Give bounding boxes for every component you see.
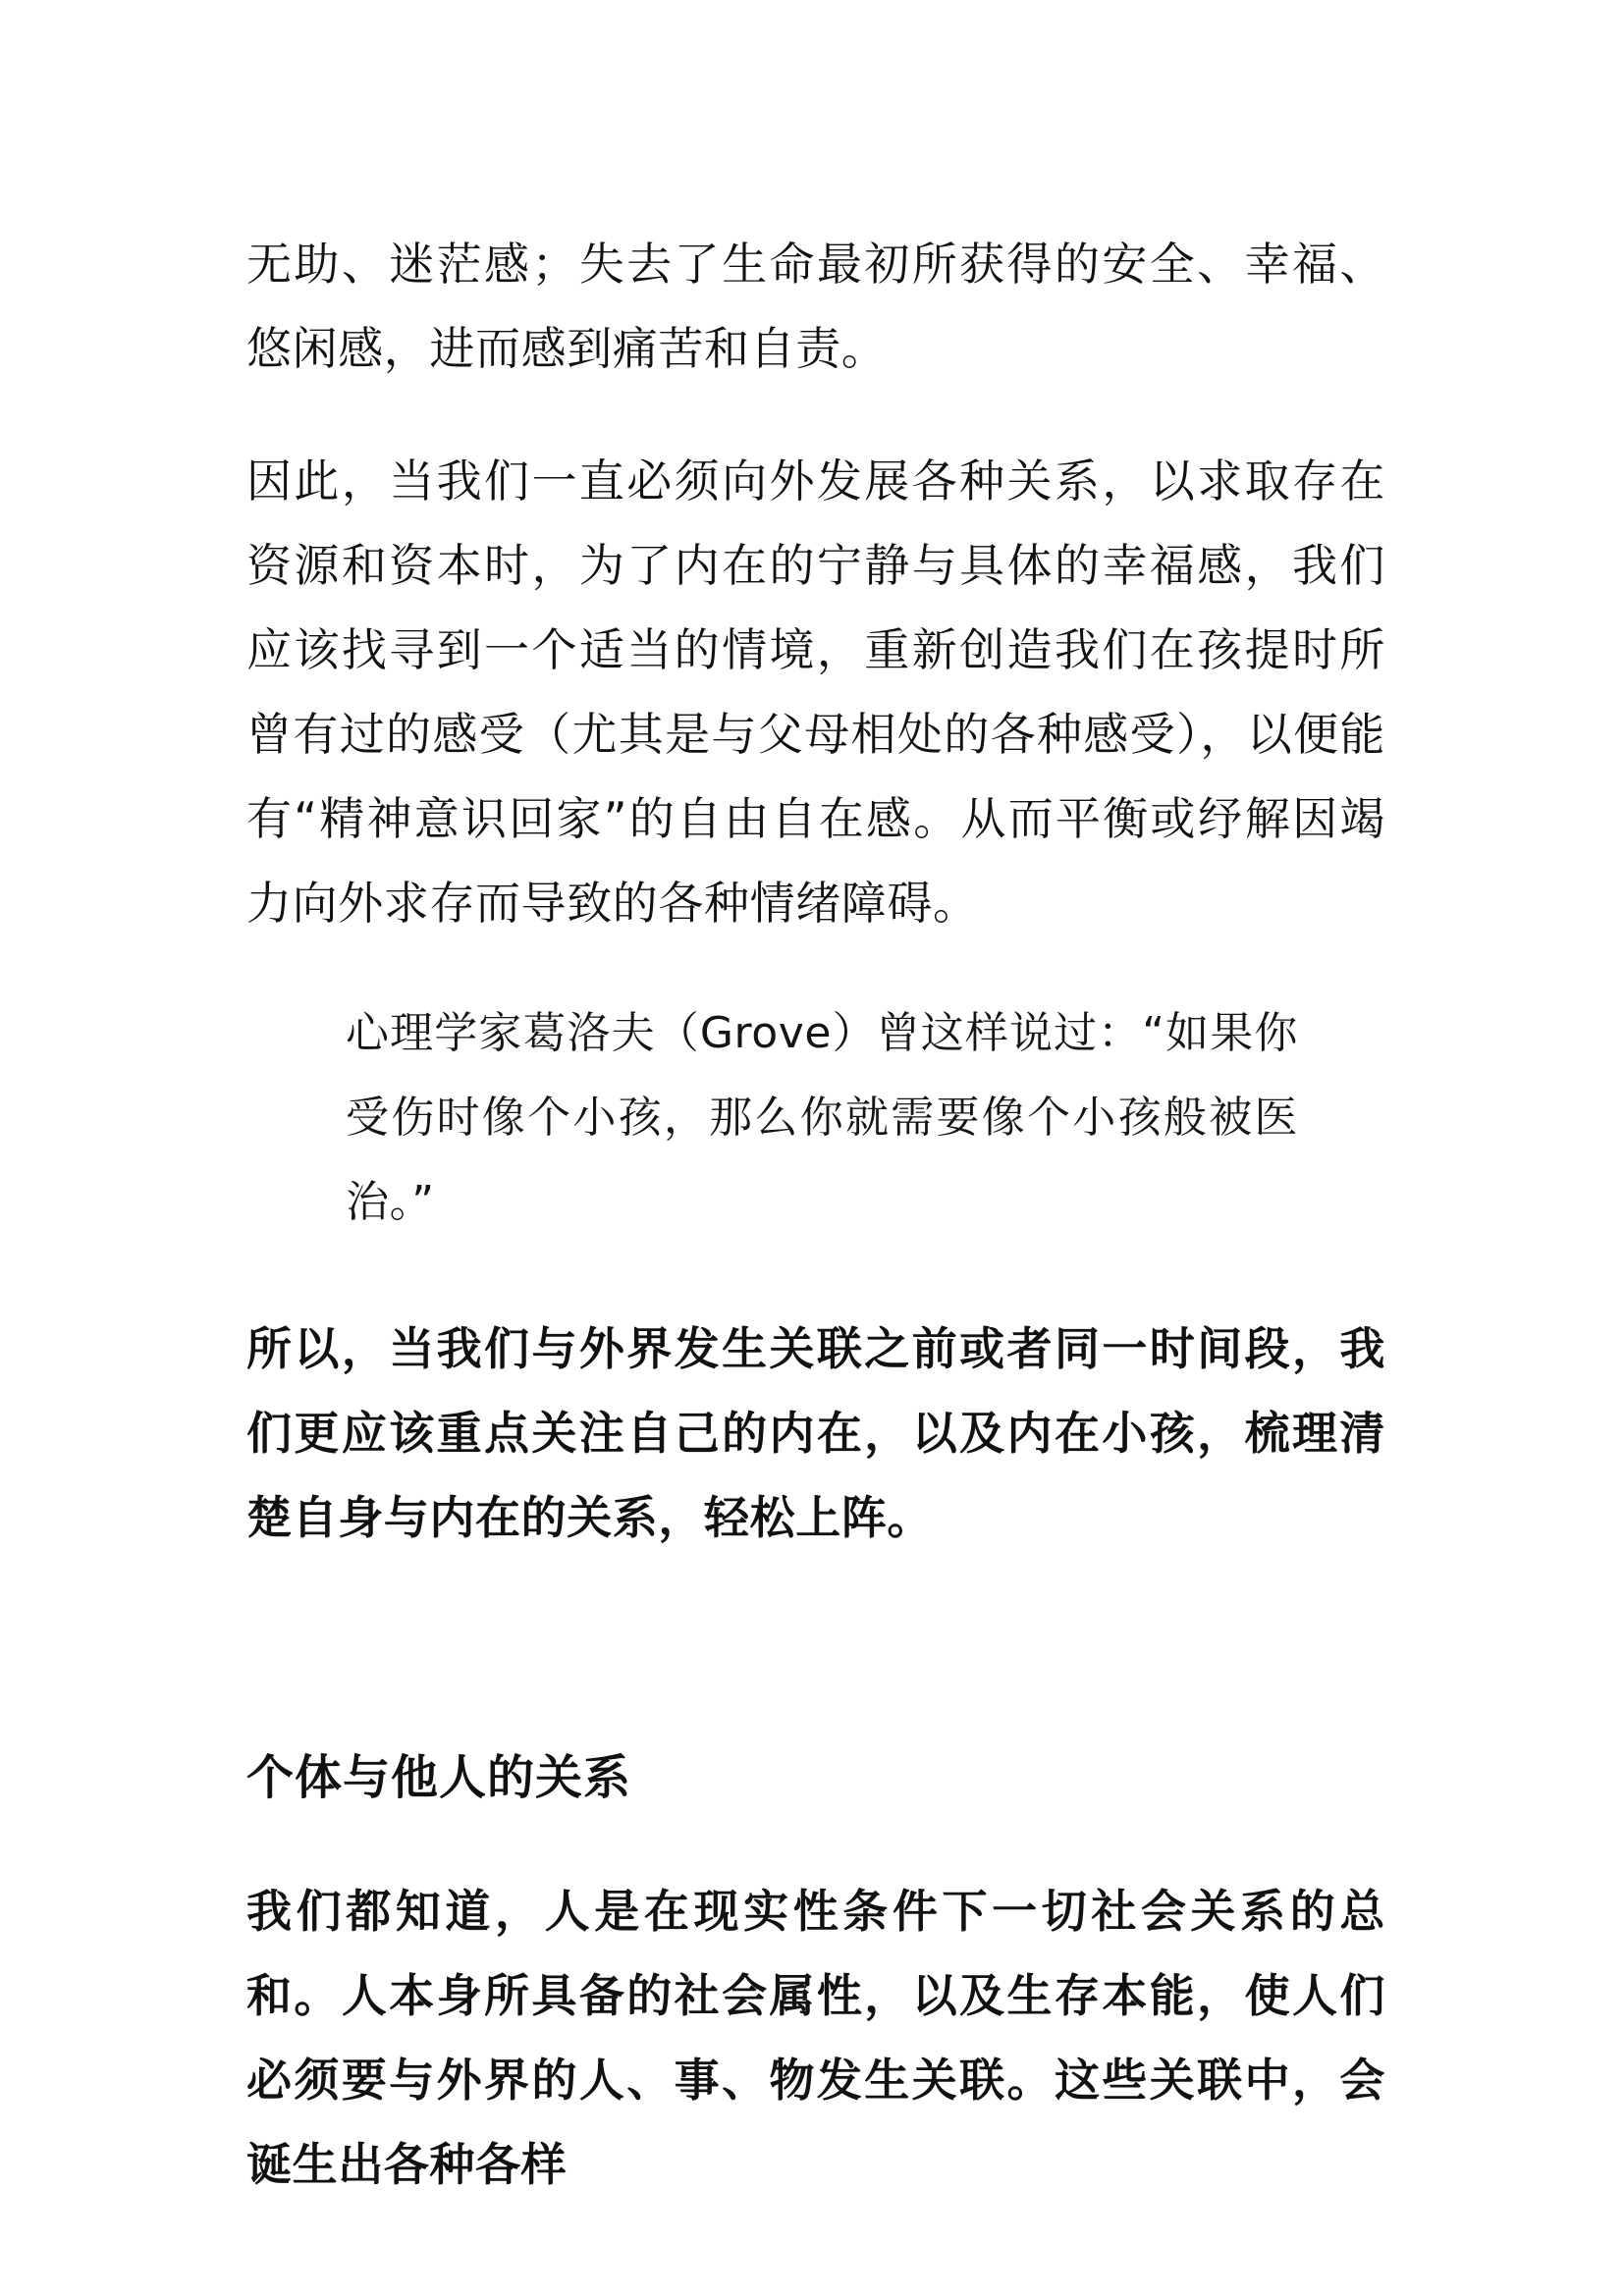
body-paragraph: 无助、迷茫感；失去了生命最初所获得的安全、幸福、悠闲感，进而感到痛苦和自责。 <box>246 238 1385 375</box>
bold-paragraph: 我们都知道，人是在现实性条件下一切社会关系的总和。人本身所具备的社会属性，以及生存本能，使人们必须要与外界的人、事、物发生关联。这些关联中，会诞生出各种各样 <box>246 1885 1385 2191</box>
section-heading: 个体与他人的关系 <box>246 1750 632 1805</box>
bold-paragraph: 所以，当我们与外界发生关联之前或者同一时间段，我们更应该重点关注自己的内在，以及内在小孩，梳理清楚自身与内在的关系，轻松上阵。 <box>246 1322 1385 1544</box>
block-quote: 心理学家葛洛夫（Grove）曾这样说过：“如果你受伤时像个小孩，那么你就需要像个小孩般被医治。” <box>346 1008 1298 1227</box>
body-paragraph: 因此，当我们一直必须向外发展各种关系，以求取存在资源和资本时，为了内在的宁静与具体的幸福感，我们应该找寻到一个适当的情境，重新创造我们在孩提时所曾有过的感受（尤其是与父母相处的各种感受），以便能有“精神意识回家”的自由自在感。从而平衡或纾解因竭力向外求存而导致的各种情绪障碍。 <box>246 454 1385 930</box>
